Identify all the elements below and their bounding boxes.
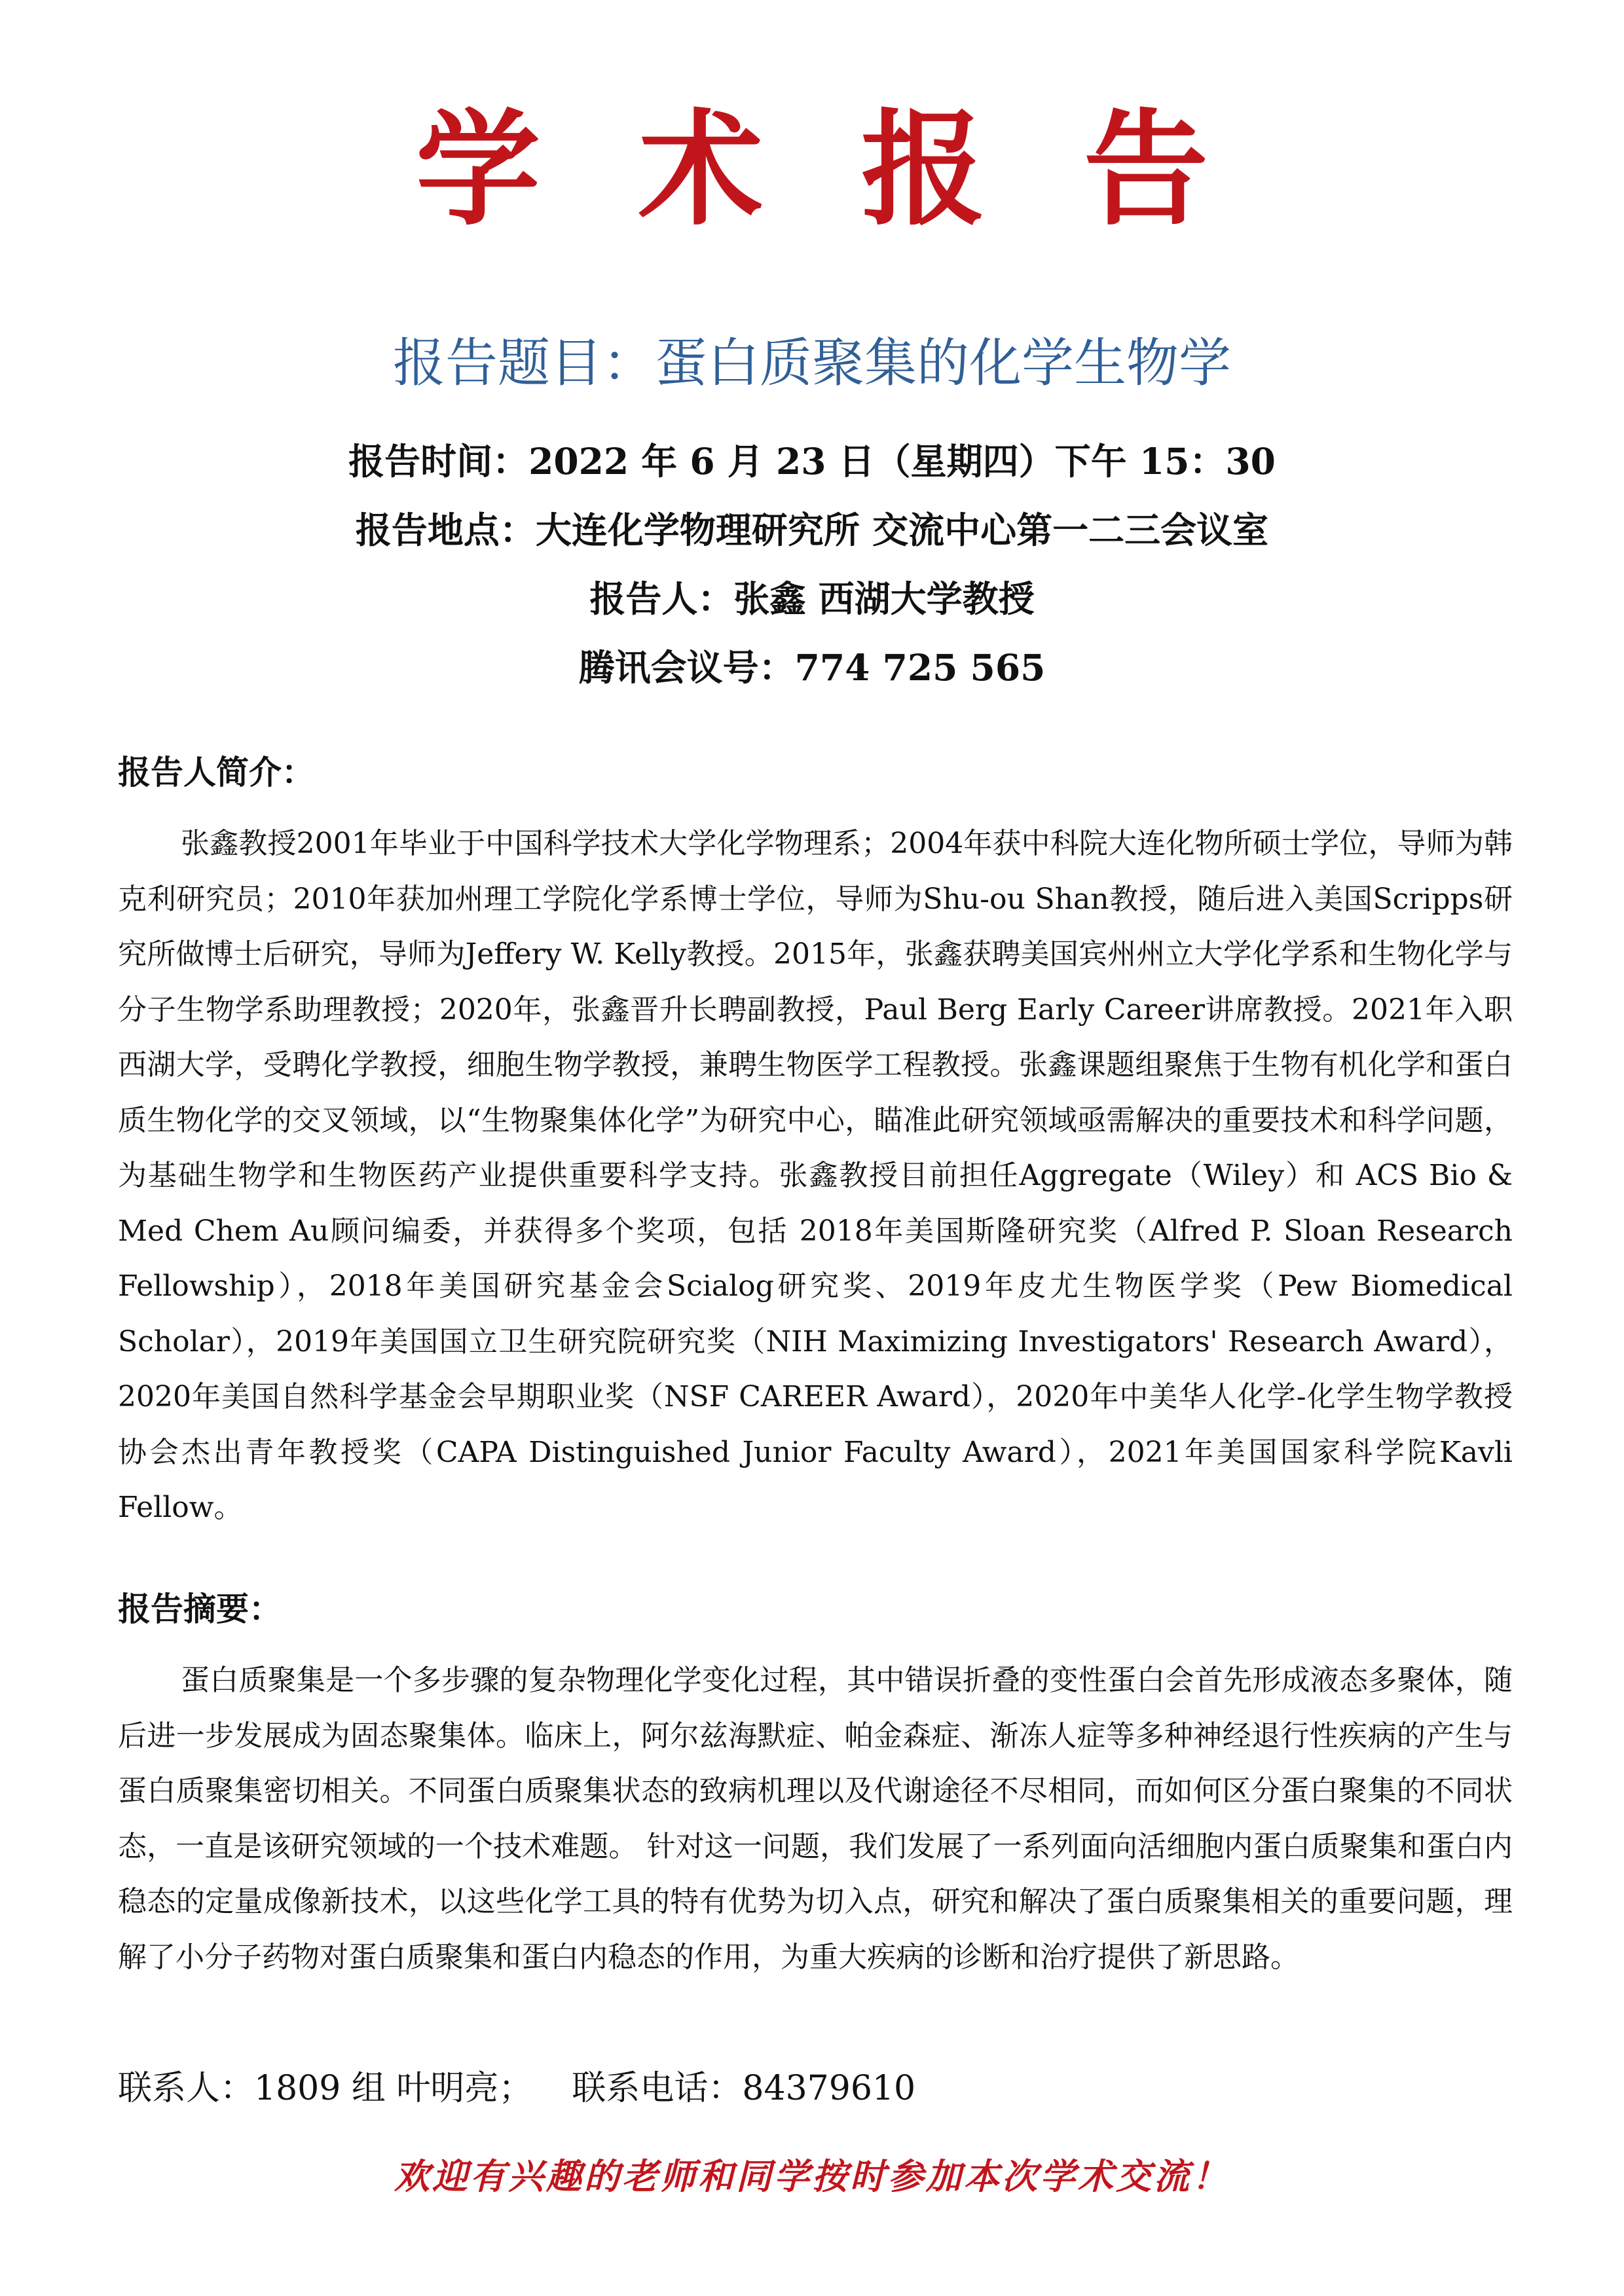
contact-phone: 联系电话：84379610 <box>572 2069 916 2108</box>
contact-person: 联系人：1809 组 叶明亮； <box>118 2069 533 2108</box>
report-place: 报告地点：大连化学物理研究所 交流中心第一二三会议室 <box>355 509 1269 551</box>
report-speaker: 报告人：张鑫 西湖大学教授 <box>589 577 1035 620</box>
welcome-message: 欢迎有兴趣的老师和同学按时参加本次学术交流！ <box>394 2156 1230 2197</box>
contact-line <box>118 2062 915 2115</box>
bio-paragraph: 张鑫教授2001年毕业于中国科学技术大学化学物理系；2004年获中科院大连化物所硕士学位，导师为韩克利研究员；2010年获加州理工学院化学系博士学位，导师为Shu-ou Shan教授，随后进入美国Scripps研究所做博士后研究，导师为Jeffery W. Kelly教授。2015年，张鑫获聘美国宾州州立大学化学系和生物化学与分子生物学系助理教授；2020年，张鑫晋升长聘副教授，Paul Berg Early Career讲席教授。2021年入职西湖大学，受聘化学教授，细胞生物学教授，兼聘生物医学工程教授。张鑫课题组聚焦于生物有机化学和蛋白质生物化学的交叉领域，以“生物聚集体化学”为研究中心，瞄准此研究领域亟需解决的重要技术和科学问题，为基础生物学和生物医药产业提供重要科学支持。张鑫教授目前担任Aggregate（Wiley）和 ACS Bio & Med Chem Au顾问编委，并获得多个奖项，包括 2018年美国斯隆研究奖（Alfred P. Sloan Research Fellowship），2018年美国研究基金会Scialog研究奖、2019年皮尤生物医学奖（Pew Biomedical Scholar），2019年美国国立卫生研究院研究奖（NIH Maximizing Investigators' Research Award），2020年美国自然科学基金会早期职业奖（NSF CAREER Award），2020年中美华人化学-化学生物学教授协会杰出青年教授奖（CAPA Distinguished Junior Faculty Award），2021年美国国家科学院Kavli Fellow。 <box>118 827 1513 1524</box>
abstract-paragraph: 蛋白质聚集是一个多步骤的复杂物理化学变化过程，其中错误折叠的变性蛋白会首先形成液态多聚体，随后进一步发展成为固态聚集体。临床上，阿尔兹海默症、帕金森症、渐冻人症等多种神经退行性疾病的产生与蛋白质聚集密切相关。不同蛋白质聚集状态的致病机理以及代谢途径不尽相同，而如何区分蛋白聚集的不同状态，一直是该研究领域的一个技术难题。 针对这一问题，我们发展了一系列面向活细胞内蛋白质聚集和蛋白内稳态的定量成像新技术，以这些化学工具的特有优势为切入点，研究和解决了蛋白质聚集相关的重要问题，理解了小分子药物对蛋白质聚集和蛋白内稳态的作用，为重大疾病的诊断和治疗提供了新思路。 <box>118 1664 1513 1974</box>
bio-heading: 报告人简介： <box>118 753 314 792</box>
report-time: 报告时间：2022 年 6 月 23 日（星期四）下午 15：30 <box>348 440 1276 483</box>
abstract-heading: 报告摘要： <box>118 1590 282 1628</box>
meeting-number: 腾讯会议号：774 725 565 <box>578 646 1046 689</box>
headline-title: 学术报告 <box>415 98 1306 242</box>
report-subject: 报告题目：蛋白质聚集的化学生物学 <box>393 333 1231 393</box>
